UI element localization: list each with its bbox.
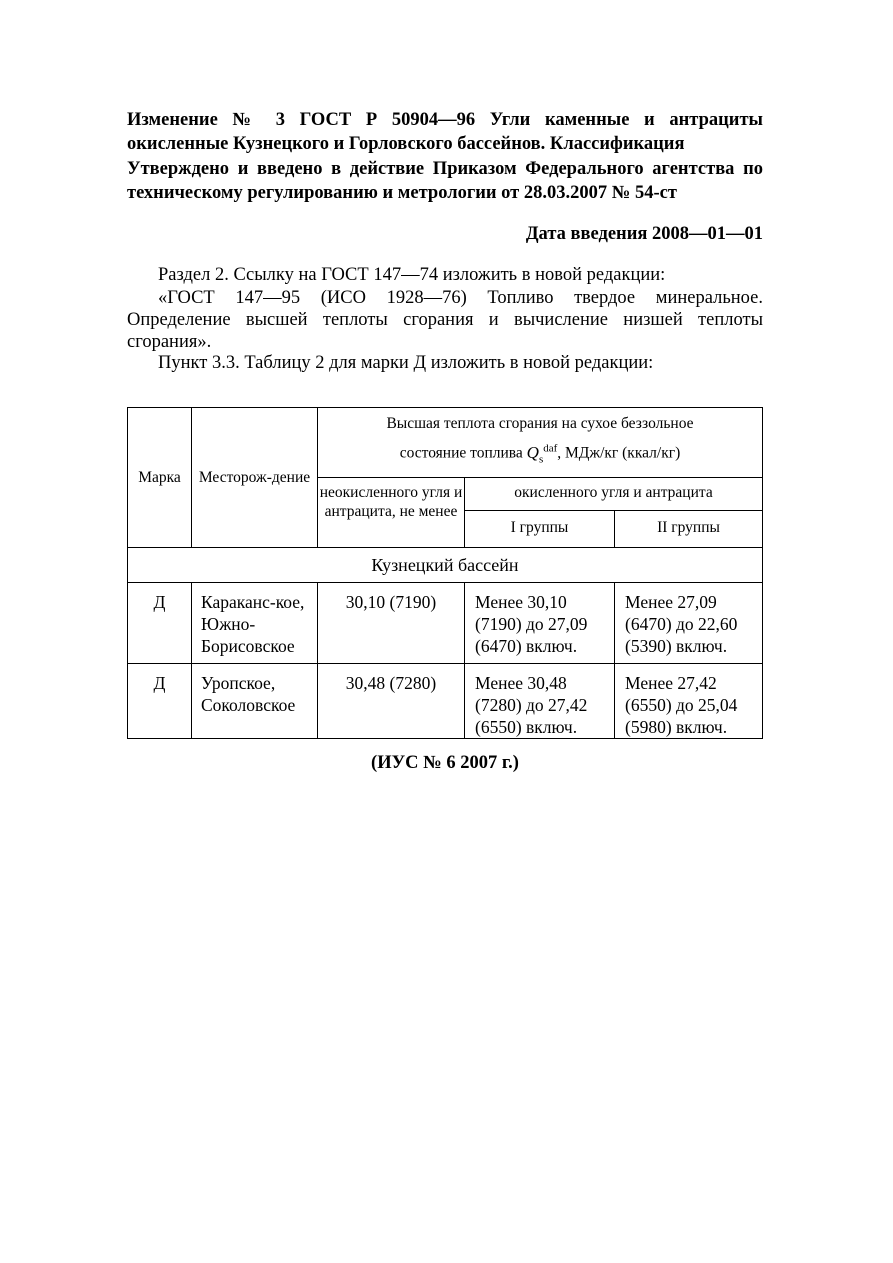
header-group-1: I группы bbox=[465, 511, 615, 548]
header-heat-line-1: Высшая теплота сгорания на сухое беззольное bbox=[386, 415, 694, 432]
header-heat-unit: , МДж/кг (ккал/кг) bbox=[557, 444, 681, 462]
paragraph-section-2: Раздел 2. Ссылку на ГОСТ 147—74 изложить в новой редакции: bbox=[158, 265, 666, 285]
cell-mark: Д bbox=[128, 583, 192, 664]
ius-reference: (ИУС № 6 2007 г.) bbox=[371, 753, 519, 773]
cell-group-2: Менее 27,42 (6550) до 25,04 (5980) включ. bbox=[615, 664, 763, 739]
q-symbol bbox=[526, 442, 558, 466]
q-letter: Q bbox=[526, 442, 539, 462]
basin-label: Кузнецкий бассейн bbox=[128, 548, 763, 583]
header-heat-line-2 bbox=[318, 436, 762, 472]
paragraph-point-3-3: Пункт 3.3. Таблицу 2 для марки Д изложить в новой редакции: bbox=[158, 353, 654, 373]
effective-date: Дата введения 2008—01—01 bbox=[525, 224, 763, 244]
table-header-row bbox=[128, 408, 763, 478]
cell-mark: Д bbox=[128, 664, 192, 739]
amendment-title: Изменение № 3 ГОСТ Р 50904—96 Угли каменные и антрациты окисленные Кузнецкого и Горловского бассейнов. Классификация bbox=[127, 110, 763, 154]
header-heat-of-combustion bbox=[318, 408, 763, 478]
cell-group-1: Менее 30,48 (7280) до 27,42 (6550) включ. bbox=[465, 664, 615, 739]
header-deposit-label: Месторож-дение bbox=[198, 468, 311, 486]
table-row bbox=[128, 664, 763, 739]
header-mark: Марка bbox=[128, 408, 192, 548]
header-heat-state: состояние топлива bbox=[399, 444, 523, 462]
classification-table bbox=[127, 407, 763, 739]
cell-deposit: Караканс-кое, Южно-Борисовское bbox=[192, 583, 318, 664]
cell-group-2: Менее 27,09 (6470) до 22,60 (5390) включ. bbox=[615, 583, 763, 664]
cell-deposit: Уропское, Соколовское bbox=[192, 664, 318, 739]
table-row bbox=[128, 583, 763, 664]
cell-unoxidized: 30,10 (7190) bbox=[318, 583, 465, 664]
approval-statement: Утверждено и введено в действие Приказом Федерального агентства по техническому регулированию и метрологии от 28.03.2007 № 54-ст bbox=[127, 159, 763, 203]
q-superscript: daf bbox=[543, 442, 558, 454]
header-oxidized: окисленного угля и антрацита bbox=[465, 478, 763, 511]
header-deposit bbox=[192, 408, 318, 548]
paragraph-gost-reference: «ГОСТ 147—95 (ИСО 1928—76) Топливо твердое минеральное. Определение высшей теплоты сгорания и вычисление низшей теплоты сгорания». bbox=[127, 288, 763, 352]
header-group-2: II группы bbox=[615, 511, 763, 548]
cell-group-1: Менее 30,10 (7190) до 27,09 (6470) включ. bbox=[465, 583, 615, 664]
header-unoxidized: неокисленного угля и антрацита, не менее bbox=[318, 478, 465, 548]
q-subscript: s bbox=[538, 453, 544, 466]
table-basin-row bbox=[128, 548, 763, 583]
cell-unoxidized: 30,48 (7280) bbox=[318, 664, 465, 739]
